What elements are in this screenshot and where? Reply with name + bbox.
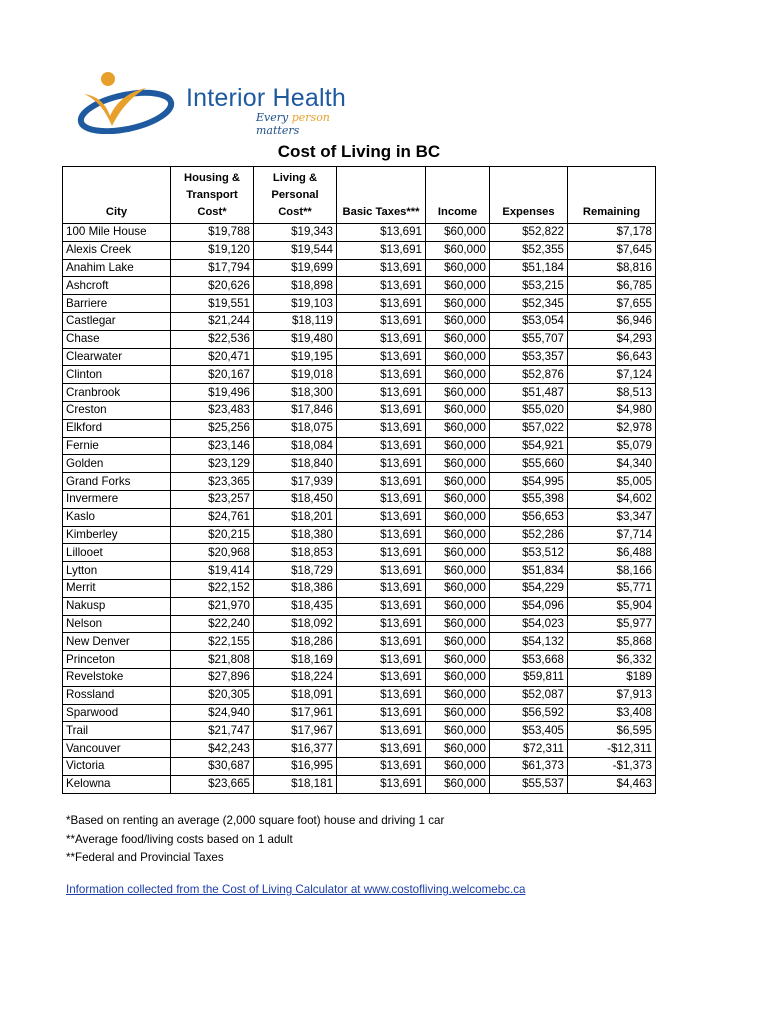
- value-cell: $60,000: [426, 633, 490, 651]
- value-cell: $13,691: [337, 259, 426, 277]
- value-cell: $20,626: [171, 277, 254, 295]
- value-cell: $22,155: [171, 633, 254, 651]
- value-cell: $13,691: [337, 348, 426, 366]
- value-cell: $4,340: [568, 455, 656, 473]
- city-cell: New Denver: [63, 633, 171, 651]
- value-cell: $53,512: [490, 544, 568, 562]
- value-cell: $59,811: [490, 668, 568, 686]
- value-cell: $13,691: [337, 579, 426, 597]
- value-cell: $16,995: [254, 757, 337, 775]
- value-cell: $18,286: [254, 633, 337, 651]
- table-body: [63, 224, 656, 794]
- city-cell: Alexis Creek: [63, 241, 171, 259]
- value-cell: $18,084: [254, 437, 337, 455]
- value-cell: $13,691: [337, 686, 426, 704]
- city-cell: Ashcroft: [63, 277, 171, 295]
- value-cell: $13,691: [337, 490, 426, 508]
- footnote: *Based on renting an average (2,000 square foot) house and driving 1 car: [66, 814, 445, 827]
- value-cell: $19,414: [171, 562, 254, 580]
- value-cell: $18,169: [254, 651, 337, 669]
- value-cell: $23,665: [171, 775, 254, 793]
- column-header: Living & Personal Cost**: [254, 167, 337, 224]
- value-cell: $13,691: [337, 526, 426, 544]
- table-row: [63, 562, 656, 580]
- value-cell: $52,345: [490, 295, 568, 313]
- tagline-suffix: matters: [256, 124, 300, 137]
- value-cell: $21,244: [171, 312, 254, 330]
- value-cell: $52,355: [490, 241, 568, 259]
- value-cell: $55,020: [490, 401, 568, 419]
- cost-of-living-table: [62, 166, 656, 794]
- value-cell: $27,896: [171, 668, 254, 686]
- value-cell: $7,913: [568, 686, 656, 704]
- value-cell: $60,000: [426, 526, 490, 544]
- city-cell: Elkford: [63, 419, 171, 437]
- value-cell: $19,788: [171, 224, 254, 242]
- table-row: [63, 259, 656, 277]
- city-cell: Vancouver: [63, 740, 171, 758]
- value-cell: $18,450: [254, 490, 337, 508]
- column-header: Basic Taxes***: [337, 167, 426, 224]
- value-cell: $18,898: [254, 277, 337, 295]
- value-cell: $60,000: [426, 241, 490, 259]
- value-cell: $7,178: [568, 224, 656, 242]
- value-cell: $60,000: [426, 455, 490, 473]
- value-cell: $6,332: [568, 651, 656, 669]
- value-cell: $60,000: [426, 401, 490, 419]
- value-cell: -$12,311: [568, 740, 656, 758]
- value-cell: $2,978: [568, 419, 656, 437]
- value-cell: $18,181: [254, 775, 337, 793]
- value-cell: $19,120: [171, 241, 254, 259]
- city-cell: Barriere: [63, 295, 171, 313]
- value-cell: $18,853: [254, 544, 337, 562]
- value-cell: $52,286: [490, 526, 568, 544]
- value-cell: $16,377: [254, 740, 337, 758]
- value-cell: $30,687: [171, 757, 254, 775]
- value-cell: $21,808: [171, 651, 254, 669]
- value-cell: $8,513: [568, 384, 656, 402]
- city-cell: Kimberley: [63, 526, 171, 544]
- table-row: [63, 615, 656, 633]
- value-cell: $7,645: [568, 241, 656, 259]
- value-cell: $18,092: [254, 615, 337, 633]
- value-cell: $22,536: [171, 330, 254, 348]
- table-row: [63, 295, 656, 313]
- value-cell: $20,167: [171, 366, 254, 384]
- city-cell: Victoria: [63, 757, 171, 775]
- value-cell: $19,496: [171, 384, 254, 402]
- value-cell: $4,602: [568, 490, 656, 508]
- logo-tagline: [256, 111, 376, 137]
- value-cell: $18,435: [254, 597, 337, 615]
- value-cell: $3,408: [568, 704, 656, 722]
- logo-title: Interior Health: [186, 84, 347, 112]
- column-header: Income: [426, 167, 490, 224]
- value-cell: $13,691: [337, 668, 426, 686]
- value-cell: $60,000: [426, 722, 490, 740]
- city-cell: Merrit: [63, 579, 171, 597]
- logo-person-icon: [76, 68, 176, 134]
- value-cell: $13,691: [337, 633, 426, 651]
- value-cell: $19,699: [254, 259, 337, 277]
- value-cell: $54,096: [490, 597, 568, 615]
- value-cell: $13,691: [337, 295, 426, 313]
- city-cell: Nakusp: [63, 597, 171, 615]
- value-cell: $21,970: [171, 597, 254, 615]
- city-cell: Trail: [63, 722, 171, 740]
- table-row: [63, 651, 656, 669]
- tagline-prefix: Every: [256, 111, 292, 124]
- table-row: [63, 704, 656, 722]
- value-cell: $23,365: [171, 473, 254, 491]
- value-cell: $5,977: [568, 615, 656, 633]
- value-cell: $6,785: [568, 277, 656, 295]
- page-title: Cost of Living in BC: [277, 142, 441, 161]
- city-cell: Invermere: [63, 490, 171, 508]
- value-cell: $8,816: [568, 259, 656, 277]
- value-cell: $22,152: [171, 579, 254, 597]
- value-cell: $60,000: [426, 366, 490, 384]
- value-cell: $3,347: [568, 508, 656, 526]
- value-cell: $55,398: [490, 490, 568, 508]
- value-cell: $18,840: [254, 455, 337, 473]
- value-cell: $13,691: [337, 437, 426, 455]
- value-cell: $24,940: [171, 704, 254, 722]
- value-cell: $23,257: [171, 490, 254, 508]
- table-row: [63, 473, 656, 491]
- city-cell: Lytton: [63, 562, 171, 580]
- value-cell: $54,023: [490, 615, 568, 633]
- value-cell: $7,655: [568, 295, 656, 313]
- value-cell: $13,691: [337, 330, 426, 348]
- city-cell: Anahim Lake: [63, 259, 171, 277]
- value-cell: $19,018: [254, 366, 337, 384]
- value-cell: $23,129: [171, 455, 254, 473]
- table-row: [63, 277, 656, 295]
- value-cell: $18,075: [254, 419, 337, 437]
- value-cell: $5,904: [568, 597, 656, 615]
- table-row: [63, 757, 656, 775]
- value-cell: $19,544: [254, 241, 337, 259]
- city-cell: Kaslo: [63, 508, 171, 526]
- city-cell: Clinton: [63, 366, 171, 384]
- value-cell: $18,380: [254, 526, 337, 544]
- city-cell: Rossland: [63, 686, 171, 704]
- value-cell: $20,968: [171, 544, 254, 562]
- value-cell: $55,537: [490, 775, 568, 793]
- value-cell: $60,000: [426, 437, 490, 455]
- value-cell: $13,691: [337, 740, 426, 758]
- table-row: [63, 330, 656, 348]
- table-row: [63, 419, 656, 437]
- table-row: [63, 490, 656, 508]
- value-cell: $55,660: [490, 455, 568, 473]
- value-cell: $13,691: [337, 419, 426, 437]
- table-row: [63, 633, 656, 651]
- value-cell: $18,119: [254, 312, 337, 330]
- tagline-accent: person: [291, 111, 330, 124]
- city-cell: Sparwood: [63, 704, 171, 722]
- value-cell: $4,463: [568, 775, 656, 793]
- value-cell: $60,000: [426, 615, 490, 633]
- value-cell: $13,691: [337, 704, 426, 722]
- city-cell: Cranbrook: [63, 384, 171, 402]
- table-row: [63, 597, 656, 615]
- value-cell: $13,691: [337, 651, 426, 669]
- city-cell: 100 Mile House: [63, 224, 171, 242]
- value-cell: $13,691: [337, 722, 426, 740]
- value-cell: $60,000: [426, 224, 490, 242]
- value-cell: $19,343: [254, 224, 337, 242]
- value-cell: $17,846: [254, 401, 337, 419]
- value-cell: $53,054: [490, 312, 568, 330]
- value-cell: $18,386: [254, 579, 337, 597]
- value-cell: $23,146: [171, 437, 254, 455]
- table-row: [63, 668, 656, 686]
- value-cell: $13,691: [337, 224, 426, 242]
- value-cell: $57,022: [490, 419, 568, 437]
- value-cell: $5,868: [568, 633, 656, 651]
- value-cell: $25,256: [171, 419, 254, 437]
- value-cell: $13,691: [337, 775, 426, 793]
- city-cell: Princeton: [63, 651, 171, 669]
- footnote: **Federal and Provincial Taxes: [66, 851, 224, 864]
- value-cell: $6,643: [568, 348, 656, 366]
- city-cell: Kelowna: [63, 775, 171, 793]
- value-cell: $23,483: [171, 401, 254, 419]
- table-row: [63, 384, 656, 402]
- value-cell: $55,707: [490, 330, 568, 348]
- value-cell: $60,000: [426, 704, 490, 722]
- value-cell: $13,691: [337, 544, 426, 562]
- source-link[interactable]: Information collected from the Cost of Living Calculator at www.costofliving.welcomebc.ca: [66, 883, 526, 896]
- city-cell: Grand Forks: [63, 473, 171, 491]
- footnote: **Average food/living costs based on 1 adult: [66, 832, 293, 846]
- value-cell: $60,000: [426, 740, 490, 758]
- value-cell: $6,946: [568, 312, 656, 330]
- value-cell: $60,000: [426, 330, 490, 348]
- table-row: [63, 544, 656, 562]
- footnotes: [66, 812, 444, 868]
- city-cell: Castlegar: [63, 312, 171, 330]
- value-cell: $19,551: [171, 295, 254, 313]
- city-cell: Creston: [63, 401, 171, 419]
- value-cell: $51,487: [490, 384, 568, 402]
- value-cell: $20,305: [171, 686, 254, 704]
- city-cell: Chase: [63, 330, 171, 348]
- value-cell: $19,103: [254, 295, 337, 313]
- value-cell: $54,132: [490, 633, 568, 651]
- city-cell: Lillooet: [63, 544, 171, 562]
- column-header: Expenses: [490, 167, 568, 224]
- value-cell: $53,668: [490, 651, 568, 669]
- value-cell: $54,921: [490, 437, 568, 455]
- value-cell: $5,005: [568, 473, 656, 491]
- value-cell: $60,000: [426, 597, 490, 615]
- value-cell: $18,201: [254, 508, 337, 526]
- value-cell: $60,000: [426, 686, 490, 704]
- value-cell: $53,215: [490, 277, 568, 295]
- table-row: [63, 241, 656, 259]
- value-cell: $18,224: [254, 668, 337, 686]
- value-cell: $56,653: [490, 508, 568, 526]
- value-cell: $52,822: [490, 224, 568, 242]
- value-cell: $60,000: [426, 277, 490, 295]
- value-cell: $13,691: [337, 473, 426, 491]
- value-cell: $18,091: [254, 686, 337, 704]
- value-cell: $13,691: [337, 384, 426, 402]
- value-cell: $60,000: [426, 668, 490, 686]
- value-cell: $18,300: [254, 384, 337, 402]
- table-row: [63, 312, 656, 330]
- value-cell: $20,471: [171, 348, 254, 366]
- table-row: [63, 455, 656, 473]
- value-cell: $13,691: [337, 277, 426, 295]
- table-header-row: [63, 167, 656, 224]
- value-cell: $7,714: [568, 526, 656, 544]
- value-cell: $60,000: [426, 508, 490, 526]
- value-cell: $60,000: [426, 259, 490, 277]
- value-cell: $5,079: [568, 437, 656, 455]
- value-cell: $4,293: [568, 330, 656, 348]
- value-cell: $189: [568, 668, 656, 686]
- value-cell: $61,373: [490, 757, 568, 775]
- table-row: [63, 722, 656, 740]
- value-cell: $52,087: [490, 686, 568, 704]
- table-row: [63, 740, 656, 758]
- city-cell: Clearwater: [63, 348, 171, 366]
- value-cell: $60,000: [426, 348, 490, 366]
- table-row: [63, 508, 656, 526]
- value-cell: $22,240: [171, 615, 254, 633]
- table-row: [63, 579, 656, 597]
- value-cell: $4,980: [568, 401, 656, 419]
- table-row: [63, 348, 656, 366]
- value-cell: $72,311: [490, 740, 568, 758]
- interior-health-logo: [76, 68, 376, 137]
- value-cell: $42,243: [171, 740, 254, 758]
- value-cell: $13,691: [337, 455, 426, 473]
- table-row: [63, 366, 656, 384]
- value-cell: $51,184: [490, 259, 568, 277]
- value-cell: $60,000: [426, 312, 490, 330]
- city-cell: Nelson: [63, 615, 171, 633]
- column-header: Housing & Transport Cost*: [171, 167, 254, 224]
- value-cell: $60,000: [426, 295, 490, 313]
- value-cell: $13,691: [337, 615, 426, 633]
- value-cell: $6,595: [568, 722, 656, 740]
- table-row: [63, 686, 656, 704]
- value-cell: $52,876: [490, 366, 568, 384]
- value-cell: $60,000: [426, 419, 490, 437]
- value-cell: $17,939: [254, 473, 337, 491]
- value-cell: $17,794: [171, 259, 254, 277]
- value-cell: $53,405: [490, 722, 568, 740]
- value-cell: $13,691: [337, 508, 426, 526]
- value-cell: $17,967: [254, 722, 337, 740]
- value-cell: $13,691: [337, 366, 426, 384]
- city-cell: Fernie: [63, 437, 171, 455]
- value-cell: $13,691: [337, 312, 426, 330]
- value-cell: $20,215: [171, 526, 254, 544]
- table-row: [63, 526, 656, 544]
- value-cell: $13,691: [337, 757, 426, 775]
- value-cell: $13,691: [337, 241, 426, 259]
- value-cell: $60,000: [426, 490, 490, 508]
- value-cell: $54,229: [490, 579, 568, 597]
- value-cell: $13,691: [337, 401, 426, 419]
- value-cell: $19,480: [254, 330, 337, 348]
- value-cell: -$1,373: [568, 757, 656, 775]
- value-cell: $18,729: [254, 562, 337, 580]
- column-header: Remaining: [568, 167, 656, 224]
- table-row: [63, 437, 656, 455]
- table-row: [63, 224, 656, 242]
- value-cell: $60,000: [426, 757, 490, 775]
- value-cell: $60,000: [426, 579, 490, 597]
- value-cell: $53,357: [490, 348, 568, 366]
- value-cell: $13,691: [337, 562, 426, 580]
- value-cell: $19,195: [254, 348, 337, 366]
- value-cell: $7,124: [568, 366, 656, 384]
- value-cell: $60,000: [426, 544, 490, 562]
- value-cell: $51,834: [490, 562, 568, 580]
- value-cell: $60,000: [426, 473, 490, 491]
- value-cell: $13,691: [337, 597, 426, 615]
- value-cell: $56,592: [490, 704, 568, 722]
- city-cell: Revelstoke: [63, 668, 171, 686]
- value-cell: $6,488: [568, 544, 656, 562]
- city-cell: Golden: [63, 455, 171, 473]
- value-cell: $60,000: [426, 651, 490, 669]
- value-cell: $8,166: [568, 562, 656, 580]
- value-cell: $17,961: [254, 704, 337, 722]
- column-header: City: [63, 167, 171, 224]
- value-cell: $21,747: [171, 722, 254, 740]
- value-cell: $5,771: [568, 579, 656, 597]
- value-cell: $60,000: [426, 384, 490, 402]
- table-row: [63, 775, 656, 793]
- value-cell: $60,000: [426, 562, 490, 580]
- value-cell: $24,761: [171, 508, 254, 526]
- value-cell: $54,995: [490, 473, 568, 491]
- value-cell: $60,000: [426, 775, 490, 793]
- table-row: [63, 401, 656, 419]
